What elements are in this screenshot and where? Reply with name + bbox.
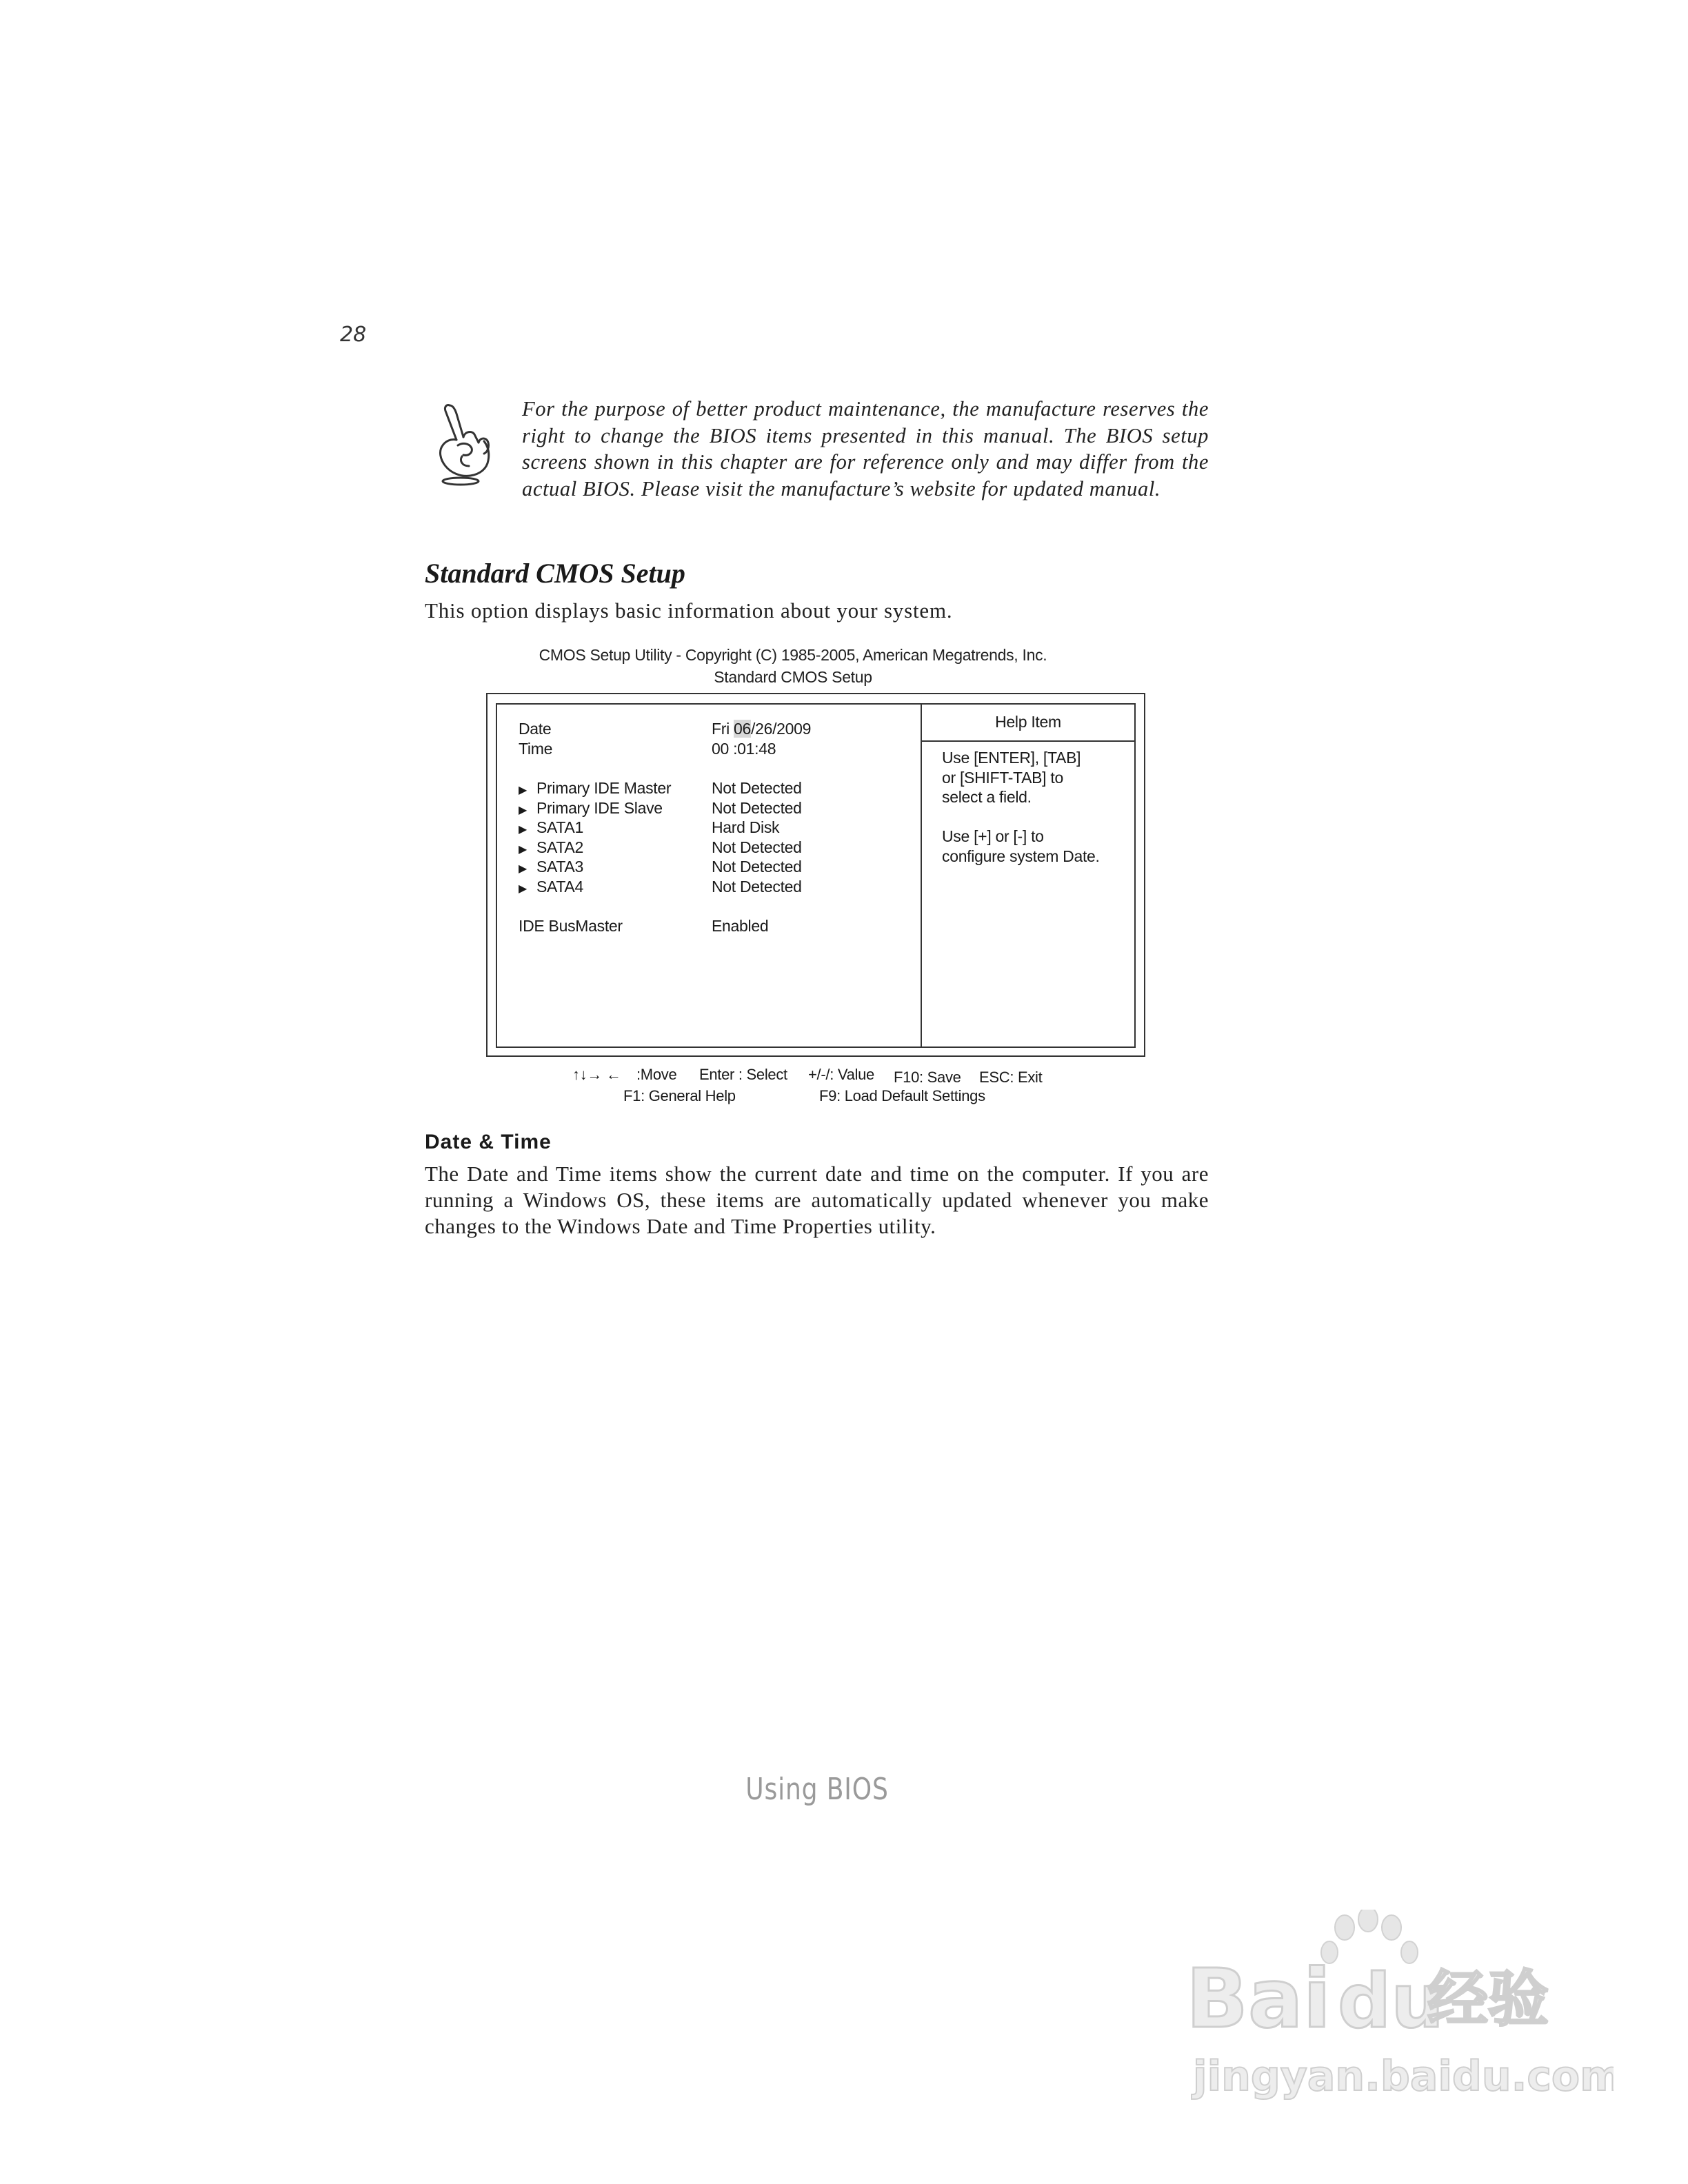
bios-panel-divider bbox=[921, 703, 922, 1048]
bios-caption-line2: Standard CMOS Setup bbox=[714, 668, 872, 686]
bios-item-sata2[interactable] bbox=[519, 838, 583, 857]
bios-item-value: Not Detected bbox=[712, 878, 802, 896]
submenu-arrow-icon: ▶ bbox=[519, 805, 528, 816]
help-line: or [SHIFT-TAB] to bbox=[942, 768, 1063, 787]
help-line: Use [ENTER], [TAB] bbox=[942, 749, 1081, 767]
note-text: For the purpose of better product maintenance, the manufacture reserves the right to change the BIOS items presented in this manual. The BIOS setup screens shown in this chapter are for reference only and may differ from the actual BIOS. Please visit the manufacture’s website for updated manual. bbox=[522, 397, 1209, 501]
help-line: Use [+] or [-] to bbox=[942, 827, 1044, 845]
bios-item-label: SATA4 bbox=[536, 878, 583, 896]
key-save: F10: Save bbox=[894, 1069, 961, 1086]
bios-item-label: SATA1 bbox=[536, 818, 583, 836]
submenu-arrow-icon: ▶ bbox=[519, 883, 528, 895]
bios-item-sata1[interactable] bbox=[519, 818, 583, 837]
submenu-arrow-icon: ▶ bbox=[519, 824, 528, 836]
help-line bbox=[942, 807, 1100, 827]
footer-chapter-title: Using BIOS bbox=[745, 1772, 889, 1807]
date-field[interactable] bbox=[712, 720, 811, 738]
ide-busmaster-label: IDE BusMaster bbox=[519, 917, 623, 935]
date-rest: /26/2009 bbox=[751, 720, 812, 738]
ide-busmaster-value[interactable]: Enabled bbox=[712, 917, 769, 935]
bios-item-value: Not Detected bbox=[712, 858, 802, 876]
help-title-divider bbox=[921, 740, 1136, 742]
bios-item-label: SATA3 bbox=[536, 858, 583, 876]
help-text bbox=[942, 748, 1100, 866]
date-label: Date bbox=[519, 720, 552, 738]
help-line: configure system Date. bbox=[942, 847, 1100, 865]
key-move-arrows: ↑↓→ ← bbox=[572, 1066, 621, 1083]
key-value: +/-/: Value bbox=[808, 1066, 874, 1083]
section-intro: This option displays basic information about your system. bbox=[425, 598, 953, 623]
page-number: 28 bbox=[340, 323, 367, 347]
bios-item-sata4[interactable] bbox=[519, 878, 583, 896]
bios-item-value: Not Detected bbox=[712, 838, 802, 856]
submenu-arrow-icon: ▶ bbox=[519, 844, 528, 856]
bios-item-value: Not Detected bbox=[712, 779, 802, 797]
submenu-arrow-icon: ▶ bbox=[519, 863, 528, 875]
bios-item-label: Primary IDE Master bbox=[536, 779, 672, 797]
time-field[interactable]: 00 :01:48 bbox=[712, 740, 776, 758]
bios-item-value: Hard Disk bbox=[712, 818, 780, 836]
section-title: Standard CMOS Setup bbox=[425, 558, 685, 589]
date-time-paragraph: The Date and Time items show the current date and time on the computer. If you are running a Windows OS, these items are automatically updated whenever you make changes to the Windows Date and Time Properties utility. bbox=[425, 1162, 1209, 1238]
bios-item-sata3[interactable] bbox=[519, 858, 583, 876]
date-month-selected[interactable]: 06 bbox=[734, 720, 751, 738]
bios-caption-line1: CMOS Setup Utility - Copyright (C) 1985-2005, American Megatrends, Inc. bbox=[539, 646, 1047, 664]
bios-item-primary-ide-master[interactable] bbox=[519, 779, 671, 798]
watermark-brand-cn: 经验 bbox=[1427, 1963, 1549, 2034]
key-load-defaults: F9: Load Default Settings bbox=[819, 1087, 985, 1104]
watermark-brand-right: du bbox=[1338, 1959, 1445, 2045]
time-label: Time bbox=[519, 740, 553, 758]
bios-caption bbox=[483, 644, 1103, 688]
pointing-hand-icon bbox=[430, 400, 506, 489]
key-select: Enter : Select bbox=[699, 1066, 787, 1083]
watermark-url: jingyan.baidu.com bbox=[1193, 2052, 1614, 2101]
date-time-heading: Date & Time bbox=[425, 1131, 552, 1153]
bios-item-primary-ide-slave[interactable] bbox=[519, 799, 663, 818]
baidu-jingyan-watermark bbox=[1172, 1910, 1614, 2116]
key-move: :Move bbox=[636, 1066, 677, 1083]
bios-item-label: Primary IDE Slave bbox=[536, 799, 663, 817]
watermark-brand-left: Bai bbox=[1186, 1951, 1332, 2046]
key-general-help: F1: General Help bbox=[623, 1087, 736, 1104]
bios-item-label: SATA2 bbox=[536, 838, 583, 856]
help-item-title: Help Item bbox=[995, 713, 1061, 731]
key-exit: ESC: Exit bbox=[979, 1069, 1043, 1086]
date-day: Fri bbox=[712, 720, 730, 738]
submenu-arrow-icon: ▶ bbox=[519, 785, 528, 796]
help-line: select a field. bbox=[942, 788, 1032, 806]
bios-item-value: Not Detected bbox=[712, 799, 802, 817]
